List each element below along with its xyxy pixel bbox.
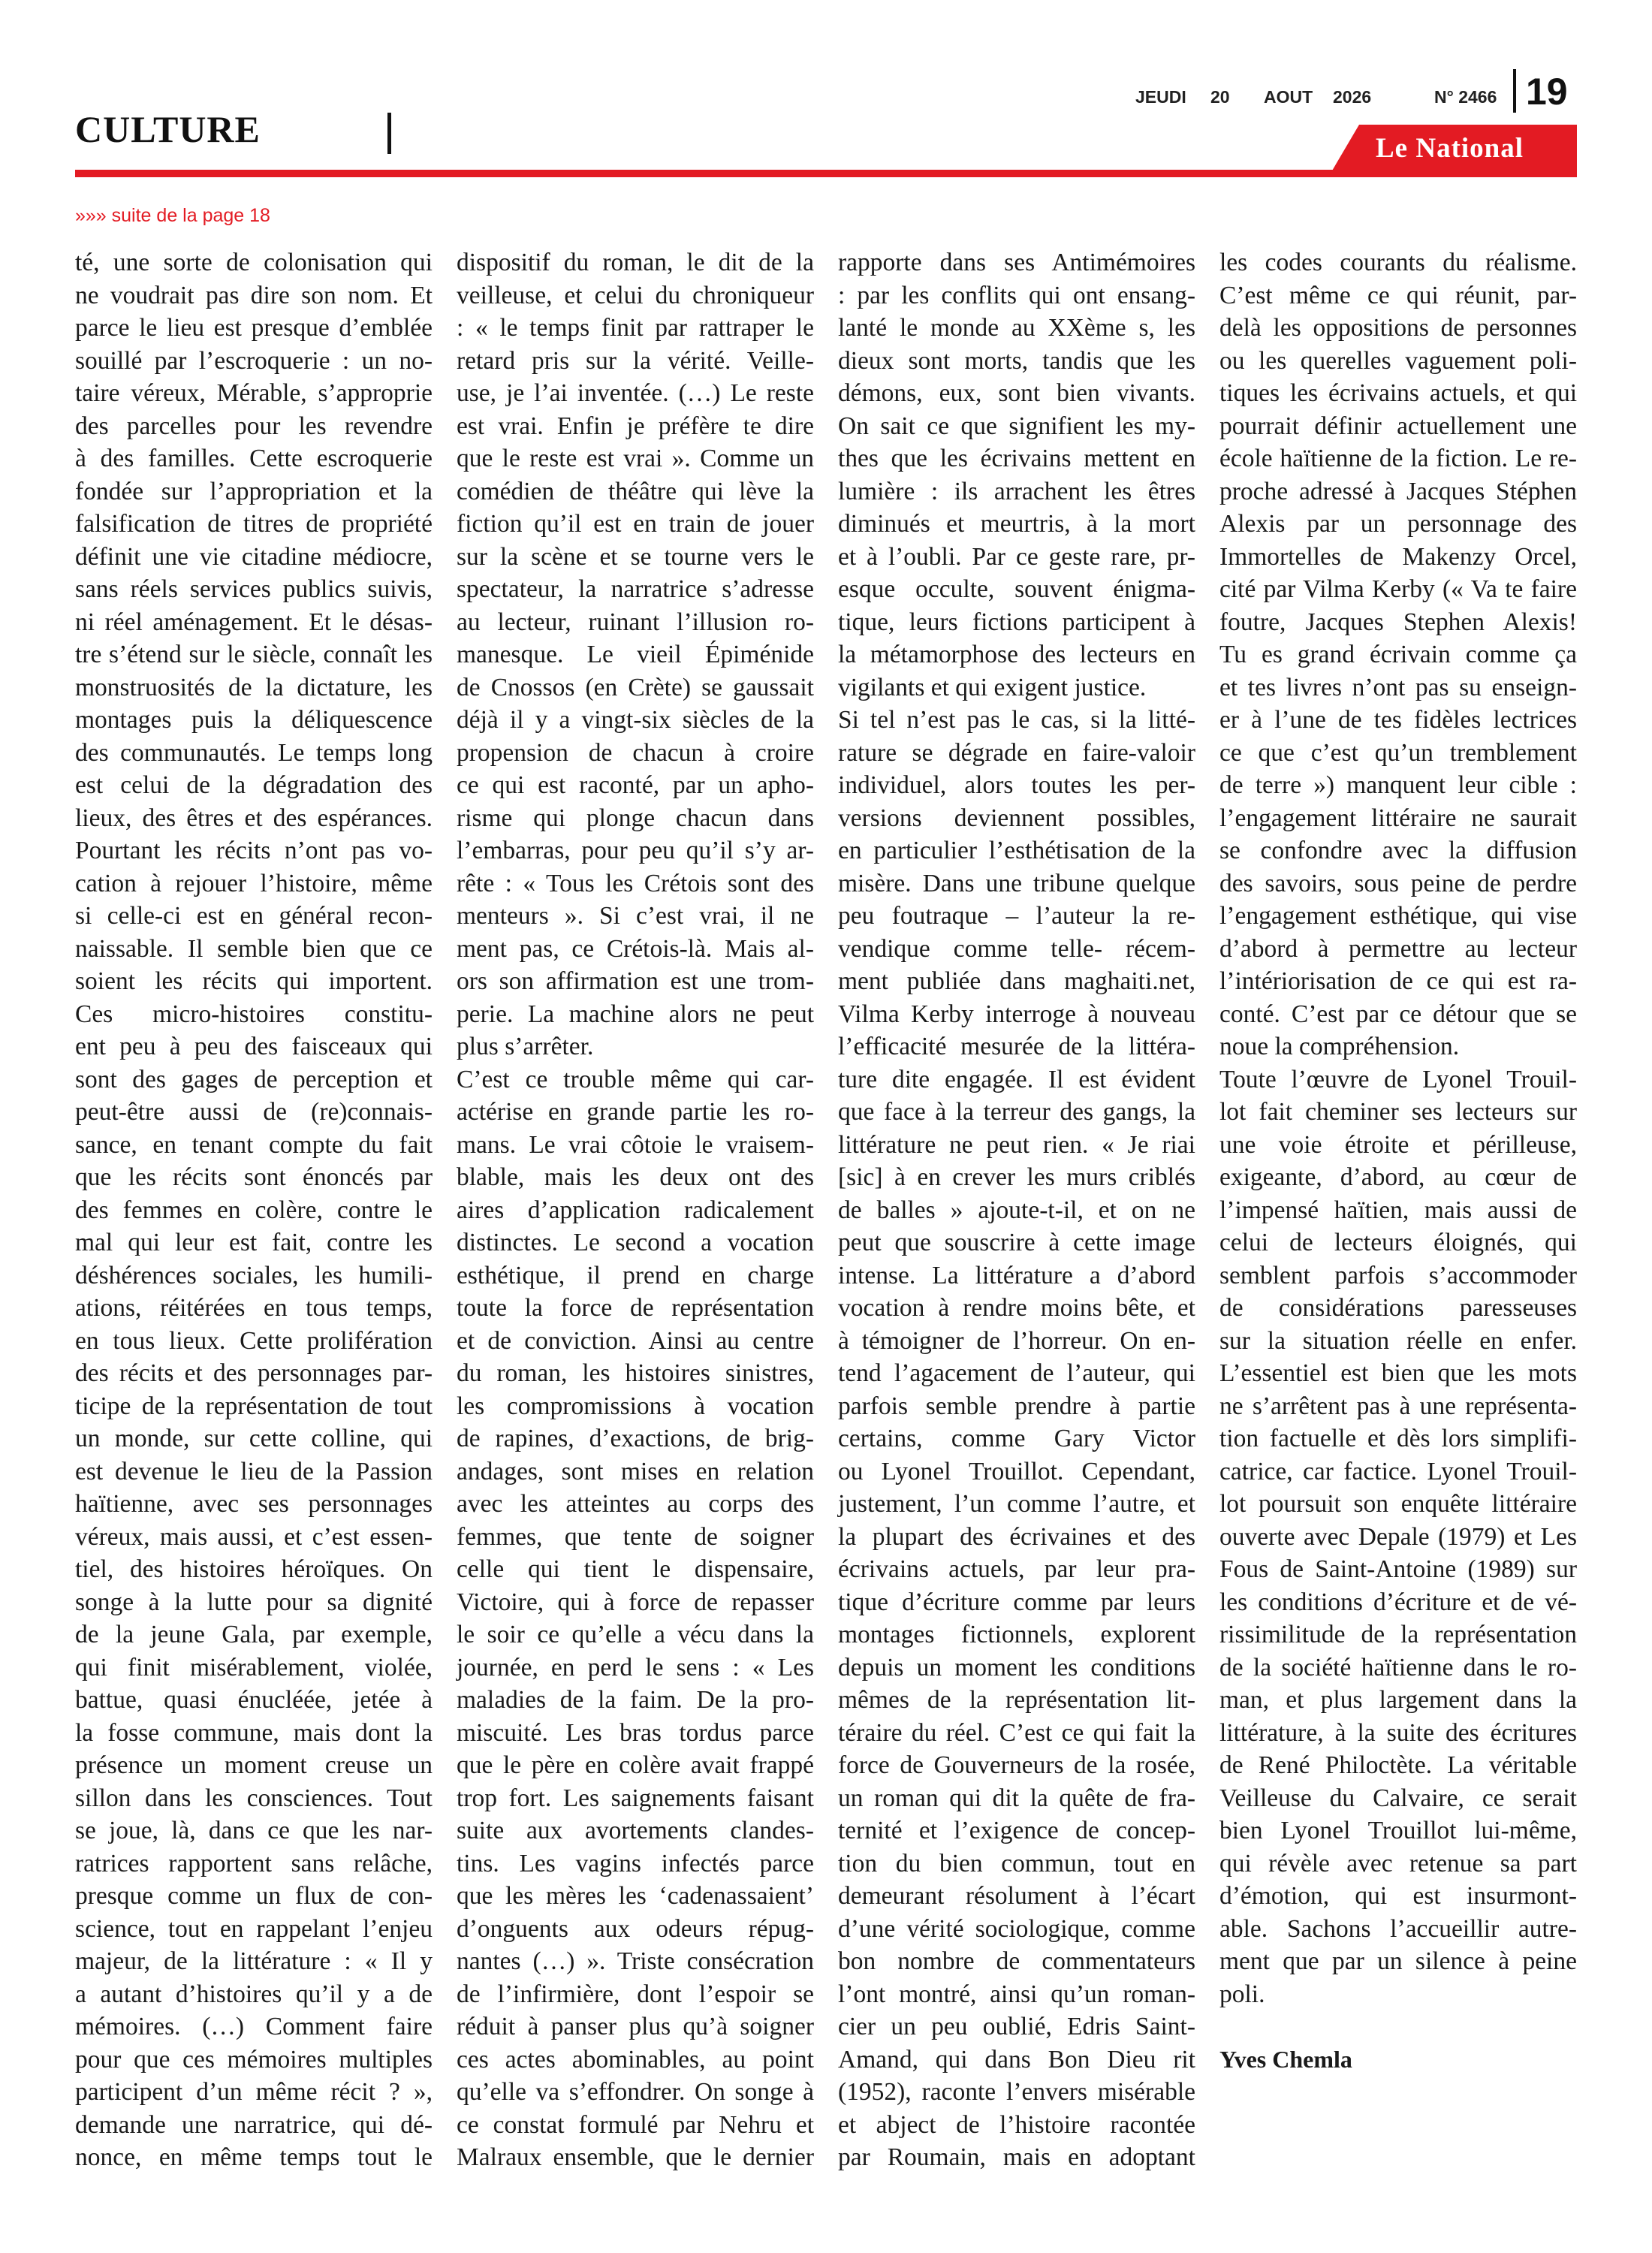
article-line: avec les atteintes au corps des	[457, 1490, 814, 1518]
article-line: par Roumain, mais en adoptant	[838, 2143, 1195, 2171]
article-line: rapporte dans ses Antimémoires	[838, 249, 1195, 276]
article-line: Fous de Saint-Antoine (1989) sur	[1219, 1555, 1577, 1583]
article-line: : « le temps finit par rattraper le	[457, 314, 814, 342]
article-line: les compromissions à vocation	[457, 1392, 814, 1420]
article-line: lot fait cheminer ses lecteurs sur	[1219, 1098, 1577, 1126]
section-title: CULTURE	[75, 108, 261, 150]
article-line: ne s’arrêtent pas à une représenta-	[1219, 1392, 1577, 1420]
article-line: ratrices rapportent sans relâche,	[75, 1849, 433, 1878]
article-line: ce qui est raconté, par un apho-	[457, 771, 814, 799]
article-line: tique, leurs fictions participent à	[838, 608, 1195, 636]
article-line: ce que c’est qu’un tremblement	[1219, 738, 1577, 767]
article-line: use, je l’ai inventée. (…) Le reste	[457, 379, 814, 407]
article-line: maladies de la faim. De la pro-	[457, 1686, 814, 1714]
article-column-1	[75, 246, 433, 2174]
article-line: semblent parfois s’accommoder	[1219, 1261, 1577, 1289]
article-line: ment que par un silence à peine	[1219, 1947, 1577, 1975]
article-line: ni réel aménagement. Et le désas-	[75, 608, 433, 636]
article-line: l’impensé haïtien, mais aussi de	[1219, 1196, 1577, 1224]
page-number: 19	[1526, 71, 1568, 113]
article-line: téraire du réel. C’est ce qui fait la	[838, 1718, 1195, 1747]
article-line: fondée sur l’appropriation et la	[75, 477, 433, 505]
article-line: démons, eux, sont bien vivants.	[838, 379, 1195, 407]
article-line: suite aux avortements clandes-	[457, 1817, 814, 1844]
article-line: ou Lyonel Trouillot. Cependant,	[838, 1457, 1195, 1485]
article-line: catrice, car factice. Lyonel Trouil-	[1219, 1457, 1577, 1485]
article-line: noue la compréhension.	[1219, 1033, 1460, 1060]
article-line: vigilants et qui exigent justice.	[838, 673, 1147, 701]
article-line: définit une vie citadine médiocre,	[75, 542, 433, 571]
article-line: esthétique, il prend en charge	[457, 1261, 814, 1289]
article-line: littérature, à la suite des écritures	[1219, 1718, 1577, 1747]
article-line: peu foutraque – l’auteur la re-	[838, 902, 1195, 930]
article-line: Tu es grand écrivain comme ça	[1219, 641, 1577, 668]
article-line: est celui de la dégradation des	[75, 771, 433, 799]
article-line: du roman, les histoires sinistres,	[457, 1359, 814, 1387]
article-line: ment publiée dans maghaiti.net,	[838, 967, 1195, 995]
article-line: demande une narratrice, qui dé-	[75, 2110, 433, 2139]
article-line: lanté le monde au XXème s, les	[838, 314, 1195, 342]
article-line: monstruosités de la dictature, les	[75, 673, 433, 701]
article-line: er à l’une de tes fidèles lectrices	[1219, 706, 1577, 734]
article-line: C’est même ce qui réunit, par-	[1219, 281, 1577, 309]
article-line: demeurant résolument à l’écart	[838, 1882, 1195, 1910]
article-line: exigeante, d’abord, au cœur de	[1219, 1163, 1577, 1191]
article-line: l’intériorisation de ce qui est ra-	[1219, 967, 1577, 995]
article-line: à des familles. Cette escroquerie	[75, 445, 433, 472]
article-line: bon nombre de commentateurs	[838, 1947, 1195, 1975]
article-line: bien Lyonel Trouillot lui-même,	[1219, 1817, 1577, 1844]
article-line: et abject de l’histoire racontée	[838, 2110, 1195, 2139]
article-line: conté. C’est par ce détour que se	[1219, 1000, 1577, 1028]
article-line: Alexis par un personnage des	[1219, 510, 1577, 538]
article-line: distinctes. Le second a vocation	[457, 1229, 814, 1256]
article-line: se joue, là, dans ce que les nar-	[75, 1817, 433, 1844]
article-line: presque comme un flux de con-	[75, 1882, 433, 1910]
article-line: aires d’application radicalement	[457, 1196, 814, 1224]
article-line: naissable. Il semble bien que ce	[75, 934, 433, 963]
article-line: de balles » ajoute-t-il, et on ne	[838, 1196, 1195, 1224]
article-line: et à l’oubli. Par ce geste rare, pr-	[838, 542, 1195, 571]
article-line: tiel, des histoires héroïques. On	[75, 1555, 433, 1583]
article-line: ne voudrait pas dire son nom. Et	[75, 281, 433, 309]
article-line: individuel, alors toutes les per-	[838, 771, 1195, 799]
date-month: AOUT	[1264, 87, 1313, 107]
article-line: L’essentiel est bien que les mots	[1219, 1359, 1577, 1387]
article-line: tins. Les vagins infectés parce	[457, 1849, 814, 1878]
page-header	[0, 0, 1652, 195]
article-line: misère. Dans une tribune quelque	[838, 869, 1195, 897]
article-line: justement, l’un comme l’autre, et	[838, 1490, 1195, 1518]
article-line: ture dite engagée. Il est évident	[838, 1065, 1195, 1093]
article-line: nantes (…) ». Triste consécration	[457, 1947, 814, 1975]
article-line: rature se dégrade en faire-valoir	[838, 738, 1195, 767]
section-divider	[387, 113, 391, 154]
article-line: participent d’un même récit ? »,	[75, 2078, 433, 2106]
article-line: déshérences sociales, les humili-	[75, 1261, 433, 1289]
article-line: battue, quasi énucléée, jetée à	[75, 1686, 433, 1714]
article-line: d’une vérité sociologique, comme	[838, 1914, 1195, 1943]
article-line: des savoirs, sous peine de perdre	[1219, 869, 1577, 897]
article-line: perie. La machine alors ne peut	[457, 1000, 814, 1028]
article-line: véreux, mais aussi, et c’est essen-	[75, 1522, 433, 1551]
article-line: une voie étroite et périlleuse,	[1219, 1130, 1577, 1159]
article-line: parfois semble prendre à partie	[838, 1392, 1195, 1420]
article-line: ces actes abominables, au point	[457, 2045, 814, 2074]
article-line: risme qui plonge chacun dans	[457, 804, 814, 832]
article-line: diminués et meurtris, à la mort	[838, 510, 1195, 538]
article-line: de terre ») manquent leur cible :	[1219, 771, 1577, 799]
article-line: et de conviction. Ainsi au centre	[457, 1326, 814, 1355]
article-line: spectateur, la narratrice s’adresse	[457, 575, 814, 603]
article-line: trop fort. Les saignements faisant	[457, 1784, 814, 1812]
article-line: l’engagement esthétique, qui vise	[1219, 902, 1577, 930]
article-line: haïtienne, avec ses personnages	[75, 1490, 433, 1518]
article-line: Malraux ensemble, que le dernier	[457, 2143, 814, 2171]
article-line: dieux sont morts, tandis que les	[838, 346, 1195, 375]
article-line: présence un moment creuse un	[75, 1751, 433, 1779]
article-line: l’ont montré, ainsi qu’un roman-	[838, 1980, 1195, 2008]
article-line: lieux, des êtres et des espérances.	[75, 804, 433, 832]
article-line: l’efficacité mesurée de la littéra-	[838, 1033, 1195, 1060]
article-line: tion du bien commun, tout en	[838, 1849, 1195, 1878]
article-line: mêmes de la représentation lit-	[838, 1686, 1195, 1714]
article-line: écrivains actuels, par leur pra-	[838, 1555, 1195, 1583]
article-line: les conditions d’écriture et de vé-	[1219, 1588, 1577, 1616]
article-line: la plupart des écrivaines et des	[838, 1522, 1195, 1551]
article-line: souillé par l’escroquerie : un no-	[75, 346, 433, 375]
article-line: des communautés. Le temps long	[75, 738, 433, 767]
article-line: certains, comme Gary Victor	[838, 1425, 1195, 1452]
article-line: et tes livres n’ont pas su enseign-	[1219, 673, 1577, 701]
article-line: est vrai. Enfin je préfère te dire	[457, 412, 814, 440]
article-line: Pourtant les récits n’ont pas vo-	[75, 837, 433, 864]
continued-from-label: »»» suite de la page 18	[75, 205, 270, 226]
article-line: proche adressé à Jacques Stéphen	[1219, 477, 1577, 505]
article-line: [sic] à en crever les murs criblés	[838, 1163, 1195, 1191]
article-line: vendique comme telle- récem-	[838, 934, 1195, 963]
article-line: rête : « Tous les Crétois sont des	[457, 869, 814, 897]
article-line: Amand, qui dans Bon Dieu rit	[838, 2045, 1195, 2074]
article-line: ouverte avec Depale (1979) et Les	[1219, 1522, 1577, 1551]
article-line: de Cnossos (en Crète) se gaussait	[457, 673, 814, 701]
article-line: Si tel n’est pas le cas, si la litté-	[838, 706, 1195, 734]
article-line: sont des gages de perception et	[75, 1065, 433, 1093]
article-line: versions deviennent possibles,	[838, 804, 1195, 832]
page-number-divider	[1513, 69, 1516, 113]
article-line: tend l’agacement de l’auteur, qui	[838, 1359, 1195, 1387]
article-line: d’abord à permettre au lecteur	[1219, 934, 1577, 963]
article-line: mémoires. (…) Comment faire	[75, 2013, 433, 2040]
article-line: man, et plus largement dans la	[1219, 1686, 1577, 1714]
article-line: peut-être aussi de (re)connais-	[75, 1098, 433, 1126]
article-line: sur la situation réelle en enfer.	[1219, 1326, 1577, 1355]
article-line: pour que ces mémoires multiples	[75, 2045, 433, 2074]
article-line: que le père en colère avait frappé	[457, 1751, 814, 1779]
article-line: thes que les écrivains mettent en	[838, 445, 1195, 472]
article-line: de rapines, d’exactions, de brig-	[457, 1425, 814, 1452]
article-line: d’émotion, qui est insurmont-	[1219, 1882, 1577, 1910]
article-line: des parcelles pour les revendre	[75, 412, 433, 440]
article-line: propension de chacun à croire	[457, 738, 814, 767]
article-line: ors son affirmation est une trom-	[457, 967, 814, 995]
article-line: retard pris sur la vérité. Veille-	[457, 346, 814, 375]
article-line: falsification de titres de propriété	[75, 510, 433, 538]
article-line: ou les querelles vaguement poli-	[1219, 346, 1577, 375]
article-line: soient les récits qui importent.	[75, 967, 433, 995]
article-line: ticipe de la représentation de tout	[75, 1392, 433, 1420]
publication-name: Le National	[1376, 133, 1524, 164]
article-line: cité par Vilma Kerby (« Va te faire	[1219, 575, 1577, 603]
article-line: nonce, en même temps tout le	[75, 2143, 433, 2171]
article-line: sur la scène et se tourne vers le	[457, 542, 814, 571]
issue-number: N° 2466	[1434, 87, 1497, 107]
article-line: que les récits sont énoncés par	[75, 1163, 433, 1191]
article-line: delà les oppositions de personnes	[1219, 314, 1577, 342]
article-line: qui finit misérablement, violée,	[75, 1653, 433, 1681]
article-line: lot poursuit son enquête littéraire	[1219, 1490, 1577, 1518]
article-line: montages puis la déliquescence	[75, 706, 433, 734]
article-line: songe à la lutte pour sa dignité	[75, 1588, 433, 1616]
article-line: : par les conflits qui ont ensang-	[838, 281, 1195, 309]
article-line: l’engagement littéraire ne saurait	[1219, 804, 1577, 832]
article-line: dispositif du roman, le dit de la	[457, 249, 814, 276]
article-line: On sait ce que signifient les my-	[838, 412, 1195, 440]
article-line: Toute l’œuvre de Lyonel Trouil-	[1219, 1065, 1577, 1093]
article-line: mal qui leur est fait, contre les	[75, 1229, 433, 1256]
article-line: poli.	[1219, 1980, 1265, 2008]
article-line: de la jeune Gala, par exemple,	[75, 1621, 433, 1648]
article-line: sans réels services publics suivis,	[75, 575, 433, 603]
article-line: depuis un moment les conditions	[838, 1653, 1195, 1681]
article-line: actérise en grande partie les ro-	[457, 1098, 814, 1126]
article-line: la métamorphose des lecteurs en	[838, 641, 1195, 668]
article-line: majeur, de la littérature : « Il y	[75, 1947, 433, 1975]
article-column-2	[457, 246, 814, 2174]
article-line: qu’elle va s’effondrer. On songe à	[457, 2078, 814, 2106]
article-line: tre s’étend sur le siècle, connaît les	[75, 641, 433, 668]
article-line: manesque. Le vieil Épiménide	[457, 641, 814, 668]
article-column-4	[1219, 246, 1577, 2076]
article-line: d’onguents aux odeurs répug-	[457, 1914, 814, 1943]
article-line: en particulier l’esthétisation de la	[838, 837, 1195, 864]
article-line: cier un peu oublié, Edris Saint-	[838, 2013, 1195, 2040]
article-line: réduit à panser plus qu’à soigner	[457, 2013, 814, 2040]
article-line: plus s’arrêter.	[457, 1033, 594, 1060]
article-line: de René Philoctète. La véritable	[1219, 1751, 1577, 1779]
article-line: Ces micro-histoires constitu-	[75, 1000, 433, 1028]
article-line: un roman qui dit la quête de fra-	[838, 1784, 1195, 1812]
article-line: taire véreux, Mérable, s’approprie	[75, 379, 433, 407]
article-line: celle qui tient le dispensaire,	[457, 1555, 814, 1583]
article-line: vocation à rendre moins bête, et	[838, 1294, 1195, 1322]
article-line: able. Sachons l’accueillir autre-	[1219, 1914, 1577, 1943]
article-line: journée, en perd le sens : « Les	[457, 1653, 814, 1681]
article-line: pourrait définir actuellement une	[1219, 412, 1577, 440]
article-line: esque occulte, souvent énigma-	[838, 575, 1195, 603]
article-line: l’embarras, pour peu qu’il s’y ar-	[457, 837, 814, 864]
article-line: té, une sorte de colonisation qui	[75, 249, 433, 276]
article-line: littérature ne peut rien. « Je riai	[838, 1130, 1195, 1159]
article-line: déjà il y a vingt-six siècles de la	[457, 706, 814, 734]
article-line: intense. La littérature a d’abord	[838, 1261, 1195, 1289]
article-line: montages fictionnels, explorent	[838, 1621, 1195, 1648]
article-column-3	[838, 246, 1195, 2174]
article-author: Yves Chemla	[1219, 2045, 1352, 2073]
article-line: tique d’écriture comme par leurs	[838, 1588, 1195, 1616]
article-line: si celle-ci est en général recon-	[75, 902, 433, 930]
article-line: Vilma Kerby interroge à nouveau	[838, 1000, 1195, 1028]
spacer	[1219, 2010, 1577, 2043]
article-line: au lecteur, ruinant l’illusion ro-	[457, 608, 814, 636]
article-line: force de Gouverneurs de la rosée,	[838, 1751, 1195, 1779]
article-line: comédien de théâtre qui lève la	[457, 477, 814, 505]
article-line: sillon dans les consciences. Tout	[75, 1784, 433, 1812]
article-line: à témoigner de l’horreur. On en-	[838, 1326, 1195, 1355]
article-line: C’est ce trouble même qui car-	[457, 1065, 814, 1093]
article-line: se confondre avec la diffusion	[1219, 837, 1577, 864]
article-line: est devenue le lieu de la Passion	[75, 1457, 433, 1485]
article-line: qui révèle avec retenue sa part	[1219, 1849, 1577, 1878]
article-line: tion factuelle et dès lors simplifi-	[1219, 1425, 1577, 1452]
article-line: de la société haïtienne dans le ro-	[1219, 1653, 1577, 1681]
article-line: miscuité. Les bras tordus parce	[457, 1718, 814, 1747]
article-line: ternité et l’exigence de concep-	[838, 1817, 1195, 1844]
article-line: (1952), raconte l’envers misérable	[838, 2078, 1195, 2106]
article-line: un monde, sur cette colline, qui	[75, 1425, 433, 1452]
date-number: 20	[1210, 87, 1230, 107]
article-line: la fosse commune, mais dont la	[75, 1718, 433, 1747]
date-year: 2026	[1333, 87, 1372, 107]
article-line: femmes, que tente de soigner	[457, 1522, 814, 1551]
article-line: cation à rejouer l’histoire, même	[75, 869, 433, 897]
article-line: ce constat formulé par Nehru et	[457, 2110, 814, 2139]
article-line: que face à la terreur des gangs, la	[838, 1098, 1195, 1126]
article-line: en tous lieux. Cette prolifération	[75, 1326, 433, 1355]
article-line: sance, en tenant compte du fait	[75, 1130, 433, 1159]
article-line: le soir ce qu’elle a vécu dans la	[457, 1621, 814, 1648]
article-line: des récits et des personnages par-	[75, 1359, 433, 1387]
article-line: fiction qu’il est en train de jouer	[457, 510, 814, 538]
article-line: de l’infirmière, dont l’espoir se	[457, 1980, 814, 2008]
article-line: andages, sont mises en relation	[457, 1457, 814, 1485]
article-line: école haïtienne de la fiction. Le re-	[1219, 445, 1577, 472]
article-line: Immortelles de Makenzy Orcel,	[1219, 542, 1577, 571]
article-line: science, tout en rappelant l’enjeu	[75, 1914, 433, 1943]
article-line: veilleuse, et celui du chroniqueur	[457, 281, 814, 309]
article-line: mans. Le vrai côtoie le vraisem-	[457, 1130, 814, 1159]
article-line: parce le lieu est presque d’emblée	[75, 314, 433, 342]
article-line: peut que souscrire à cette image	[838, 1229, 1195, 1256]
article-line: menteurs ». Si c’est vrai, il ne	[457, 902, 814, 930]
article-line: que le reste est vrai ». Comme un	[457, 445, 814, 472]
article-line: rissimilitude de la représentation	[1219, 1621, 1577, 1648]
article-line: lumière : ils arrachent les êtres	[838, 477, 1195, 505]
article-line: ations, réitérées en tous temps,	[75, 1294, 433, 1322]
article-line: a autant d’histoires qu’il y a de	[75, 1980, 433, 2008]
article-line: Victoire, qui à force de repasser	[457, 1588, 814, 1616]
article-line: de considérations paresseuses	[1219, 1294, 1577, 1322]
article-line: ment pas, ce Crétois-là. Mais al-	[457, 934, 814, 963]
article-line: des femmes en colère, contre le	[75, 1196, 433, 1224]
article-line: tiques les écrivains actuels, et qui	[1219, 379, 1577, 407]
article-line: Veilleuse du Calvaire, ce serait	[1219, 1784, 1577, 1812]
date-day: JEUDI	[1135, 87, 1186, 107]
article-line: celui de lecteurs éloignés, qui	[1219, 1229, 1577, 1256]
article-line: toute la force de représentation	[457, 1294, 814, 1322]
article-line: foutre, Jacques Stephen Alexis!	[1219, 608, 1577, 636]
article-line: les codes courants du réalisme.	[1219, 249, 1577, 276]
article-line: blable, mais les deux ont des	[457, 1163, 814, 1191]
article-line: que les mères les ‘cadenassaient’	[457, 1882, 814, 1910]
article-line: ent peu à peu des faisceaux qui	[75, 1033, 433, 1060]
